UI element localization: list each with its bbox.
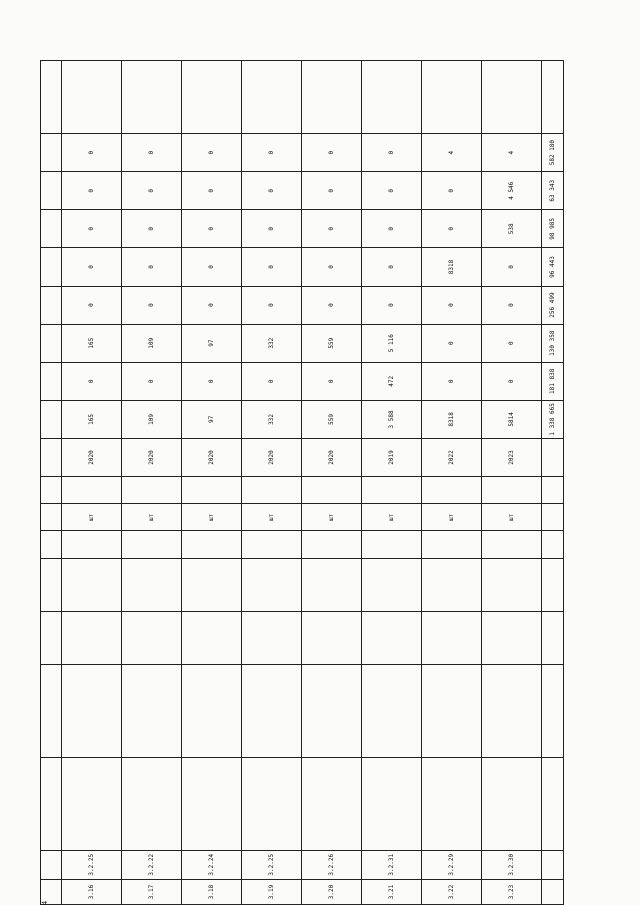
totals-cell [542,504,564,531]
cell-v6: 0 [362,248,422,286]
cell-v5: 0 [422,286,482,324]
table-row [122,61,182,905]
cell-empty [422,61,482,134]
cell-u2: 0 [242,134,302,172]
table-row [242,61,302,905]
cell-v3: 0 [182,362,242,400]
cell-v3: 0 [62,362,122,400]
cell-v7: 0 [302,210,362,248]
totals-cell [542,61,564,134]
totals-cell: 256 499 [542,286,564,324]
cell-v2: 559 [302,400,362,438]
cell-v2: 332 [242,400,302,438]
cell-empty [62,558,122,611]
cell-empty [242,558,302,611]
cell-empty [242,612,302,665]
cell-v7: 0 [242,210,302,248]
cell-u2: 0 [122,134,182,172]
cell-empty [62,61,122,134]
cell-empty [482,612,542,665]
cell-empty [122,665,182,758]
cell-empty [302,531,362,558]
cell-v1: 2020 [242,438,302,476]
cell-v1: 2023 [482,438,542,476]
cell-no: 3.23 [482,879,542,904]
cell-empty [302,665,362,758]
cell-empty [122,612,182,665]
cell-v6: 0 [242,248,302,286]
cell-v8: 0 [62,172,122,210]
cell-empty [422,531,482,558]
cell-empty [122,758,182,851]
cell-v5: 0 [482,286,542,324]
cell-code: 3.2.25 [242,850,302,879]
cell-v3: 472 [362,362,422,400]
totals-cell [542,438,564,476]
cell-empty [302,758,362,851]
cell-empty [242,531,302,558]
cell-u2: 4 [482,134,542,172]
cell-v8: 0 [242,172,302,210]
cell-v4: 0 [482,324,542,362]
cell-v5: 0 [182,286,242,324]
cell-code: 3.2.22 [122,850,182,879]
cell-u1: шт [242,504,302,531]
cell-v3: 0 [302,362,362,400]
totals-cell: 1 338 665 [542,400,564,438]
page-number: 4 [40,901,49,905]
cell-empty [422,477,482,504]
cell-u1: шт [122,504,182,531]
cell-empty [182,612,242,665]
cell-v4: 5 116 [362,324,422,362]
cell-u2: 0 [62,134,122,172]
rotated-table-inner [40,60,595,905]
cell-empty [182,558,242,611]
cell-v3: 0 [122,362,182,400]
rotated-table-block [0,60,555,905]
cell-empty [62,531,122,558]
cell-u1: шт [302,504,362,531]
cell-empty [122,477,182,504]
cell-v6: 8318 [422,248,482,286]
cell-v7: 0 [362,210,422,248]
cell-empty [302,477,362,504]
cell-empty [302,558,362,611]
cell-empty [482,531,542,558]
cell-v1: 2020 [122,438,182,476]
cell-u1: шт [62,504,122,531]
cell-v7: 538 [482,210,542,248]
cell-no: 3.16 [62,879,122,904]
cell-empty [362,758,422,851]
cell-v1: 2020 [182,438,242,476]
cell-no: 3.17 [122,879,182,904]
table-row [182,61,242,905]
cell-v4: 165 [62,324,122,362]
table-row [362,61,422,905]
cell-empty [362,61,422,134]
cell-v8: 0 [302,172,362,210]
cell-v8: 0 [182,172,242,210]
cell-empty [122,558,182,611]
cell-no: 3.22 [422,879,482,904]
cell-empty [362,558,422,611]
cell-empty [182,61,242,134]
cell-v2: 97 [182,400,242,438]
cell-empty [422,758,482,851]
cell-u2: 0 [182,134,242,172]
cell-v1: 2020 [62,438,122,476]
cell-v5: 0 [122,286,182,324]
cell-v7: 0 [422,210,482,248]
cell-empty [302,612,362,665]
cell-empty [182,531,242,558]
cell-v6: 0 [482,248,542,286]
cell-v4: 97 [182,324,242,362]
cell-empty [122,531,182,558]
totals-cell [542,612,564,665]
cell-empty [182,477,242,504]
cell-no: 3.18 [182,879,242,904]
table-row-header [41,61,62,905]
cell-v6: 0 [62,248,122,286]
cell-empty [242,758,302,851]
cell-u1: шт [482,504,542,531]
cell-no: 3.21 [362,879,422,904]
totals-cell [542,665,564,758]
totals-cell [542,558,564,611]
cell-empty [182,758,242,851]
table-row [482,61,542,905]
cell-v3: 0 [242,362,302,400]
cell-v2: 109 [122,400,182,438]
cell-empty [242,61,302,134]
cell-u2: 0 [362,134,422,172]
cell-empty [302,61,362,134]
data-table [40,60,564,905]
totals-cell [542,850,564,879]
cell-empty [422,612,482,665]
cell-v8: 4 546 [482,172,542,210]
table-row-totals [542,61,564,905]
cell-u2: 4 [422,134,482,172]
cell-empty [422,665,482,758]
cell-empty [362,531,422,558]
cell-u1: шт [422,504,482,531]
cell-code: 3.2.29 [422,850,482,879]
cell-empty [62,477,122,504]
cell-v6: 0 [122,248,182,286]
cell-v8: 0 [122,172,182,210]
cell-empty [122,61,182,134]
cell-empty [482,61,542,134]
cell-v8: 0 [362,172,422,210]
cell-empty [182,665,242,758]
totals-cell: 130 358 [542,324,564,362]
cell-v8: 0 [422,172,482,210]
cell-v6: 0 [182,248,242,286]
cell-code: 3.2.24 [182,850,242,879]
cell-empty [362,477,422,504]
cell-u1: шт [182,504,242,531]
cell-empty [482,758,542,851]
totals-cell [542,477,564,504]
cell-v4: 559 [302,324,362,362]
cell-v5: 0 [362,286,422,324]
cell-v7: 0 [122,210,182,248]
cell-code: 3.2.26 [302,850,362,879]
cell-empty [62,665,122,758]
totals-cell [542,879,564,904]
cell-empty [362,665,422,758]
cell-empty [242,665,302,758]
totals-cell [542,531,564,558]
cell-v4: 0 [422,324,482,362]
totals-cell: 63 343 [542,172,564,210]
cell-v2: 3 588 [362,400,422,438]
totals-cell: 96 443 [542,248,564,286]
cell-empty [62,612,122,665]
cell-u1: шт [362,504,422,531]
cell-v3: 0 [482,362,542,400]
cell-code: 3.2.30 [482,850,542,879]
totals-cell [542,758,564,851]
cell-v2: 8318 [422,400,482,438]
cell-empty [482,477,542,504]
cell-v7: 0 [62,210,122,248]
cell-code: 3.2.25 [62,850,122,879]
cell-v5: 0 [62,286,122,324]
table-row [62,61,122,905]
cell-empty [242,477,302,504]
cell-u2: 0 [302,134,362,172]
cell-empty [482,665,542,758]
table-row [422,61,482,905]
cell-v1: 2020 [302,438,362,476]
cell-v7: 0 [182,210,242,248]
totals-cell: 98 985 [542,210,564,248]
cell-v4: 332 [242,324,302,362]
cell-empty [62,758,122,851]
cell-v6: 0 [302,248,362,286]
cell-empty [482,558,542,611]
cell-v1: 2022 [422,438,482,476]
cell-code: 3.2.31 [362,850,422,879]
cell-empty [362,612,422,665]
totals-cell: 582 180 [542,134,564,172]
cell-v4: 109 [122,324,182,362]
cell-v5: 0 [302,286,362,324]
cell-v2: 165 [62,400,122,438]
cell-v5: 0 [242,286,302,324]
cell-empty [422,558,482,611]
cell-v2: 5814 [482,400,542,438]
cell-no: 3.19 [242,879,302,904]
cell-v3: 0 [422,362,482,400]
cell-v1: 2019 [362,438,422,476]
table-row [302,61,362,905]
totals-cell: 181 838 [542,362,564,400]
cell-no: 3.20 [302,879,362,904]
